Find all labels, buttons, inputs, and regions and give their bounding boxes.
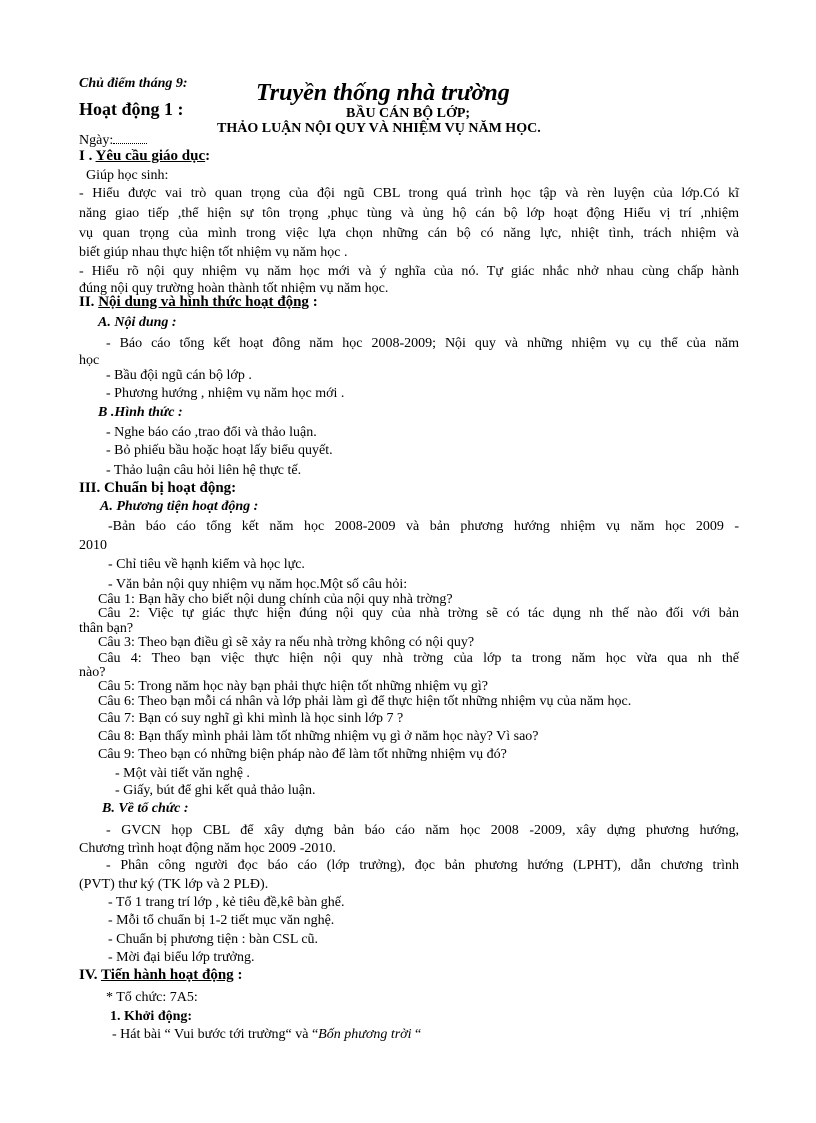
s3-means-item1-line2: 2010 bbox=[79, 538, 107, 553]
s3-means-item3: - Văn bản nội quy nhiệm vụ năm học.Một số câu hỏi: bbox=[108, 577, 408, 592]
s3-material-2: - Giấy, bút để ghi kết quả thảo luận. bbox=[115, 783, 316, 798]
s3-question-5: Câu 5: Trong năm học này bạn phải thực hiện tốt những nhiệm vụ gì? bbox=[98, 679, 489, 694]
s4-org: * Tổ chức: 7A5: bbox=[106, 990, 198, 1005]
s3-question-2-line2: thân bạn? bbox=[79, 621, 134, 636]
s3-org-item4: - Mỗi tổ chuẩn bị 1-2 tiết mục văn nghệ. bbox=[108, 913, 335, 928]
s3-org-title: B. Về tổ chức : bbox=[102, 801, 189, 816]
s3-question-3: Câu 3: Theo bạn điều gì sẽ xảy ra nếu nhà trờng không có nội quy? bbox=[98, 635, 475, 650]
s3-question-8: Câu 8: Bạn thấy mình phải làm tốt những nhiệm vụ gì ở năm học này? Vì sao? bbox=[98, 729, 539, 744]
theme-title: Truyền thống nhà trường bbox=[256, 80, 510, 106]
s3-means-item1-line1: -Bản báo cáo tổng kết năm học 2008-2009 và bản phương hướng nhiệm vụ năm học 2009 - bbox=[108, 519, 739, 534]
s3-question-1: Câu 1: Bạn hãy cho biết nội dung chính của nội quy nhà trờng? bbox=[98, 592, 453, 607]
s2-form-title: B .Hình thức : bbox=[98, 405, 183, 420]
s3-org-item1-line2: Chương trình hoạt động năm học 2009 -2010. bbox=[79, 841, 336, 856]
subtitle-discussion: THẢO LUẬN NỘI QUY VÀ NHIỆM VỤ NĂM HỌC. bbox=[217, 121, 541, 136]
s1-p2-line2: đúng nội quy trường hoàn thành tốt nhiệm vụ năm học. bbox=[79, 281, 389, 296]
s3-question-2-line1: Câu 2: Việc tự giác thực hiện đúng nội quy của nhà trờng sẽ có tác dụng nh thế nào đối với bản bbox=[98, 606, 739, 621]
s3-org-item5: - Chuẩn bị phương tiện : bàn CSL cũ. bbox=[108, 932, 319, 947]
s1-p1-line3: vụ quan trọng của mình trong việc lựa chọn những cán bộ có năng lực, nhiệt tình, trách nhiệm và bbox=[79, 226, 739, 241]
s3-means-item2: - Chỉ tiêu về hạnh kiểm và học lực. bbox=[108, 557, 305, 572]
s3-question-7: Câu 7: Bạn có suy nghĩ gì khi mình là học sinh lớp 7 ? bbox=[98, 711, 404, 726]
date-label: Ngày: bbox=[79, 133, 114, 148]
s2-form-item3: - Thảo luận câu hỏi liên hệ thực tế. bbox=[106, 463, 302, 478]
activity-label: Hoạt động 1 : bbox=[79, 99, 184, 119]
s3-org-item3: - Tổ 1 trang trí lớp , kẻ tiêu đề,kê bàn ghế. bbox=[108, 895, 345, 910]
s2-content-item3: - Phương hướng , nhiệm vụ năm học mới . bbox=[106, 386, 345, 401]
s3-org-item6: - Mời đại biểu lớp trưởng. bbox=[108, 950, 255, 965]
s2-content-item1-line1: - Báo cáo tổng kết hoạt đông năm học 2008-2009; Nội quy và những nhiệm vụ cụ thể của năm bbox=[106, 336, 739, 351]
s4-warmup-title: 1. Khởi động: bbox=[110, 1009, 193, 1024]
s1-p1-line2: năng giao tiếp ,thể hiện sự tôn trọng ,phục tùng và ủng hộ cán bộ lớp hoạt động Hiểu vị trí ,nhiệm bbox=[79, 206, 739, 221]
s3-org-item2-line1: - Phân công người đọc báo cáo (lớp trưởng), đọc bản phương hướng (LPHT), dẫn chương trình bbox=[106, 858, 739, 873]
s1-p1-line1: - Hiểu được vai trò quan trọng của đội ngũ CBL trong quá trình học tập và rèn luyện của lớp.Có kĩ bbox=[79, 186, 739, 201]
section-1-heading: I . Yêu cầu giáo dục: bbox=[79, 148, 211, 164]
s2-content-item1-line2: học bbox=[79, 353, 100, 368]
s3-question-6: Câu 6: Theo bạn mỗi cá nhân và lớp phải làm gì để thực hiện tốt những nhiệm vụ của năm học. bbox=[98, 694, 632, 709]
section-4-heading: IV. Tiến hành hoạt động : bbox=[79, 967, 243, 983]
s2-content-title: A. Nội dung : bbox=[98, 315, 177, 330]
s3-material-1: - Một vài tiết văn nghệ . bbox=[115, 766, 250, 781]
s1-p1-line4: biết giúp nhau thực hiện tốt nhiệm vụ năm học . bbox=[79, 245, 348, 260]
s1-p2-line1: - Hiểu rõ nội quy nhiệm vụ năm học mới và ý nghĩa của nó. Tự giác nhắc nhở nhau cùng chấp hành bbox=[79, 264, 739, 279]
s3-question-4-line1: Câu 4: Theo bạn việc thực hiện nội quy nhà trờng của lớp ta trong năm học vừa qua nh thế bbox=[98, 651, 739, 666]
s3-org-item2-line2: (PVT) thư ký (TK lớp và 2 PLĐ). bbox=[79, 877, 269, 892]
date-line bbox=[79, 133, 147, 149]
s3-org-item1-line1: - GVCN họp CBL để xây dựng bản báo cáo năm học 2008 -2009, xây dựng phương hướng, bbox=[106, 823, 739, 838]
section-2-heading: II. Nội dung và hình thức hoạt động : bbox=[79, 294, 318, 310]
section-3-heading: III. Chuẩn bị hoạt động: bbox=[79, 480, 237, 496]
s2-content-item2: - Bầu đội ngũ cán bộ lớp . bbox=[106, 368, 252, 383]
s2-form-item1: - Nghe báo cáo ,trao đổi và thảo luận. bbox=[106, 425, 317, 440]
s1-intro: Giúp học sinh: bbox=[86, 168, 169, 183]
song-title: Bốn phương trời bbox=[318, 1027, 412, 1042]
s3-question-4-line2: nào? bbox=[79, 665, 106, 680]
s4-warmup-item: - Hát bài “ Vui bước tới trường“ và “Bốn phương trời “ bbox=[112, 1027, 422, 1042]
date-blank bbox=[113, 133, 147, 144]
subtitle-election: BẦU CÁN BỘ LỚP; bbox=[346, 106, 471, 121]
s3-question-9: Câu 9: Theo bạn có những biện pháp nào để làm tốt những nhiệm vụ đó? bbox=[98, 747, 507, 762]
s3-means-title: A. Phương tiện hoạt động : bbox=[100, 499, 259, 514]
theme-label: Chủ điểm tháng 9: bbox=[79, 76, 188, 91]
s2-form-item2: - Bỏ phiếu bầu hoặc hoạt lấy biểu quyết. bbox=[106, 443, 333, 458]
